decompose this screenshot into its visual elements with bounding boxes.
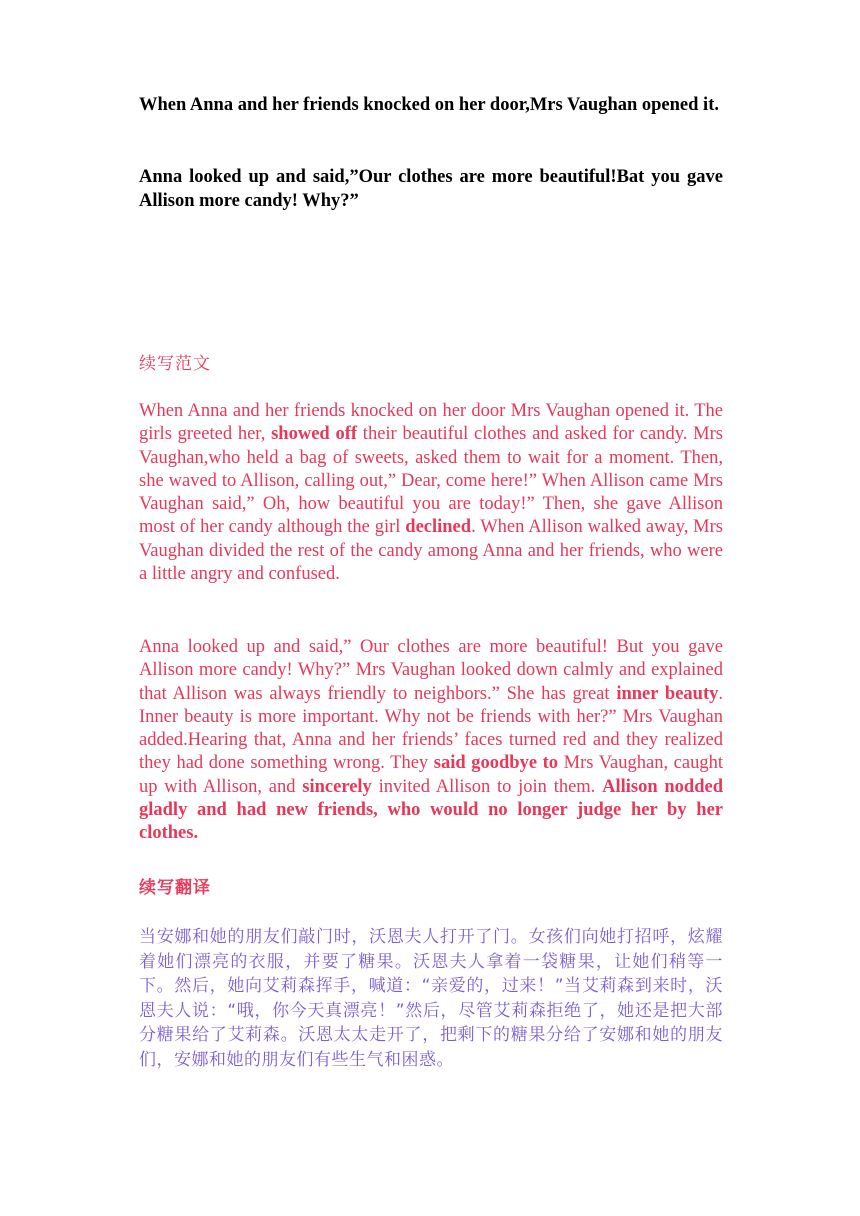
essay-text: Mrs Vaughan, caught up with Allison, and [139, 753, 723, 797]
essay-paragraph-2 [139, 636, 723, 846]
sample-essay-heading: 续写范文 [139, 354, 211, 374]
essay-text: . Inner beauty is more important. Why not be friends with her?” Mrs Vaughan added.Hearing that, Anna and her friends’ faces turned red and they realized they had done something wrong. They [139, 683, 723, 774]
translation-heading: 续写翻译 [139, 878, 211, 898]
key-phrase: said goodbye to [433, 753, 559, 774]
key-phrase: inner beauty [616, 683, 719, 704]
essay-text: . When Allison walked away, Mrs Vaughan divided the rest of the candy among Anna and her friends, who were a little angry and confused. [139, 517, 723, 585]
key-phrase: declined [405, 517, 472, 538]
essay-text: their beautiful clothes and asked for candy. Mrs Vaughan,who held a bag of sweets, asked them to wait for a moment. Then, she waved to Allison, calling out,” Dear, come here!” When Allison came Mrs Vaughan said,” Oh, how beautiful you are today!” Then, she gave Allison most of her candy although the girl [139, 424, 723, 538]
translation-paragraph: 当安娜和她的朋友们敲门时，沃恩夫人打开了门。女孩们向她打招呼，炫耀着她们漂亮的衣服，并要了糖果。沃恩夫人拿着一袋糖果，让她们稍等一下。然后，她向艾莉森挥手，喊道：“亲爱的，过来！”当艾莉森到来时，沃恩夫人说：“哦，你今天真漂亮！”然后，尽管艾莉森拒绝了，她还是把大部分糖果给了艾莉森。沃恩太太走开了，把剩下的糖果分给了安娜和她的朋友们，安娜和她的朋友们有些生气和困惑。 [139, 927, 723, 1070]
essay-text: When Anna and her friends knocked on her door Mrs Vaughan opened it. The girls greeted her, [139, 401, 723, 445]
key-sentence: Allison nodded gladly and had new friends, who would no longer judge her by her clothes. [139, 776, 724, 844]
essay-text: invited Allison to join them. [371, 776, 603, 797]
key-phrase: sincerely [302, 776, 372, 797]
key-phrase: showed off [271, 424, 358, 445]
essay-text: Anna looked up and said,” Our clothes are more beautiful! But you gave Allison more candy! Why?” Mrs Vaughan looked down calmly and explained that Allison was always friendly to neighbors.” She has great [139, 637, 723, 704]
prompt-paragraph-2: Anna looked up and said,”Our clothes are more beautiful!Bat you gave Allison more candy! Why?” [139, 167, 723, 211]
prompt-paragraph-1: When Anna and her friends knocked on her door,Mrs Vaughan opened it. [139, 95, 719, 115]
essay-paragraph-1 [139, 400, 723, 586]
